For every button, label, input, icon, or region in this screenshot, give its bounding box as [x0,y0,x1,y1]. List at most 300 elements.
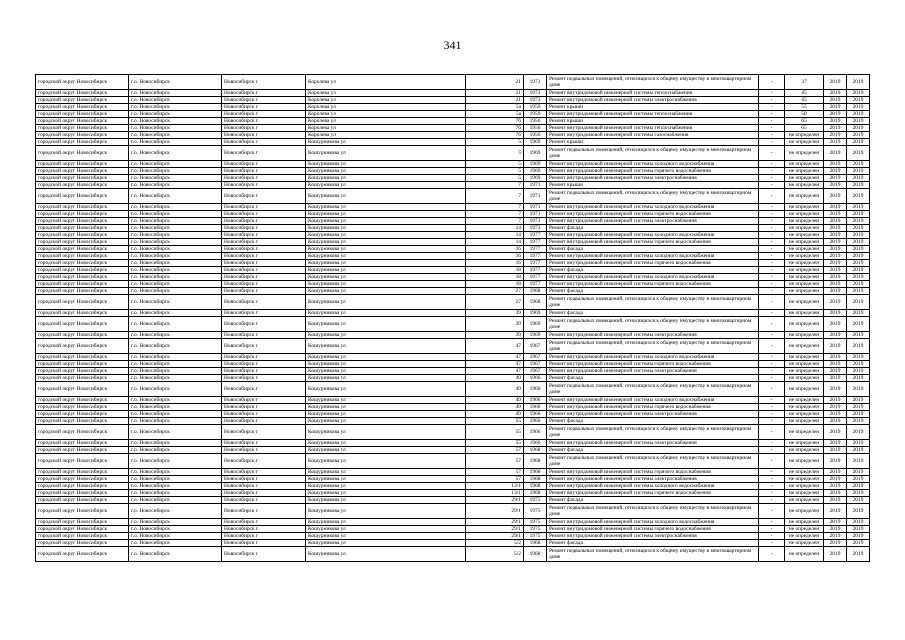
end-year-cell: 2019 [847,476,870,483]
build-year-cell: 1977 [524,260,547,267]
city-cell: Новосибирск г [222,476,306,483]
city-cell: Новосибирск г [222,339,306,354]
municipality-cell: городской округ Новосибирск [36,418,129,425]
house-number-cell: 49 [466,411,524,418]
street-cell: Кошурникова ул [306,246,466,253]
settlement-cell: г.о. Новосибирск [129,411,222,418]
house-number-cell: 49 [466,382,524,397]
end-year-cell: 2019 [847,175,870,182]
settlement-cell: г.о. Новосибирск [129,111,222,118]
value-cell: 50 [785,111,824,118]
house-number-cell: 18 [466,267,524,274]
dash-cell: - [759,375,785,382]
table-row [36,182,870,189]
house-number-cell: 29/1 [466,497,524,504]
build-year-cell: 1966 [524,397,547,404]
municipality-cell: городской округ Новосибирск [36,288,129,295]
settlement-cell: г.о. Новосибирск [129,168,222,175]
street-cell: Кошурникова ул [306,317,466,332]
start-year-cell: 2019 [824,397,847,404]
end-year-cell: 2019 [847,425,870,440]
municipality-cell: городской округ Новосибирск [36,189,129,204]
build-year-cell: 1968 [524,547,547,562]
table-row [36,354,870,361]
table-row [36,361,870,368]
city-cell: Новосибирск г [222,274,306,281]
table-row [36,469,870,476]
start-year-cell: 2019 [824,476,847,483]
city-cell: Новосибирск г [222,361,306,368]
table-row [36,132,870,139]
street-cell: Кошурникова ул [306,533,466,540]
end-year-cell: 2019 [847,146,870,161]
build-year-cell: 1966 [524,425,547,440]
work-description-cell: Ремонт подвальных помещений, относящихся к общему имуществу в многоквартирном доме [547,382,759,397]
city-cell: Новосибирск г [222,132,306,139]
settlement-cell: г.о. Новосибирск [129,375,222,382]
settlement-cell: г.о. Новосибирск [129,483,222,490]
end-year-cell: 2019 [847,281,870,288]
dash-cell: - [759,425,785,440]
value-cell: не определен [785,281,824,288]
city-cell: Новосибирск г [222,454,306,469]
city-cell: Новосибирск г [222,175,306,182]
street-cell: Кошурникова ул [306,232,466,239]
house-number-cell: 27 [466,288,524,295]
settlement-cell: г.о. Новосибирск [129,189,222,204]
build-year-cell: 1975 [524,504,547,519]
end-year-cell: 2019 [847,519,870,526]
table-row [36,526,870,533]
street-cell: Кошурникова ул [306,404,466,411]
table-row [36,267,870,274]
house-number-cell: 5 [466,168,524,175]
street-cell: Кошурникова ул [306,260,466,267]
street-cell: Кошурникова ул [306,225,466,232]
work-description-cell: Ремонт внутридомовой инженерной системы электроснабжения [547,440,759,447]
settlement-cell: г.о. Новосибирск [129,504,222,519]
build-year-cell: 1967 [524,354,547,361]
work-description-cell: Ремонт внутридомовой инженерной системы электроснабжения [547,97,759,104]
start-year-cell: 2019 [824,295,847,310]
city-cell: Новосибирск г [222,246,306,253]
dash-cell: - [759,118,785,125]
house-number-cell: 29/1 [466,519,524,526]
settlement-cell: г.о. Новосибирск [129,547,222,562]
table-row [36,497,870,504]
municipality-cell: городской округ Новосибирск [36,246,129,253]
house-number-cell: 14 [466,239,524,246]
city-cell: Новосибирск г [222,310,306,317]
dash-cell: - [759,295,785,310]
start-year-cell: 2019 [824,375,847,382]
settlement-cell: г.о. Новосибирск [129,211,222,218]
dash-cell: - [759,97,785,104]
end-year-cell: 2019 [847,168,870,175]
settlement-cell: г.о. Новосибирск [129,75,222,90]
start-year-cell: 2019 [824,454,847,469]
work-description-cell: Ремонт внутридомовой инженерной системы горячего водоснабжения [547,469,759,476]
house-number-cell: 7 [466,204,524,211]
value-cell: не определен [785,161,824,168]
table-row [36,225,870,232]
street-cell: Кошурникова ул [306,361,466,368]
city-cell: Новосибирск г [222,218,306,225]
start-year-cell: 2019 [824,239,847,246]
work-description-cell: Ремонт внутридомовой инженерной системы горячего водоснабжения [547,260,759,267]
build-year-cell: 1959 [524,104,547,111]
work-description-cell: Ремонт внутридомовой инженерной системы горячего водоснабжения [547,168,759,175]
build-year-cell: 1975 [524,497,547,504]
work-description-cell: Ремонт подвальных помещений, относящихся к общему имуществу в многоквартирном доме [547,189,759,204]
build-year-cell: 1968 [524,483,547,490]
build-year-cell: 1968 [524,540,547,547]
house-number-cell: 47 [466,354,524,361]
city-cell: Новосибирск г [222,104,306,111]
value-cell: не определен [785,447,824,454]
municipality-cell: городской округ Новосибирск [36,139,129,146]
house-number-cell: 21 [466,90,524,97]
municipality-cell: городской округ Новосибирск [36,317,129,332]
city-cell: Новосибирск г [222,295,306,310]
start-year-cell: 2019 [824,354,847,361]
end-year-cell: 2019 [847,182,870,189]
settlement-cell: г.о. Новосибирск [129,274,222,281]
work-description-cell: Ремонт крыши [547,118,759,125]
street-cell: Королева ул [306,132,466,139]
street-cell: Кошурникова ул [306,397,466,404]
house-number-cell: 55 [466,418,524,425]
city-cell: Новосибирск г [222,139,306,146]
work-description-cell: Ремонт подвальных помещений, относящихся к общему имуществу в многоквартирном доме [547,425,759,440]
start-year-cell: 2019 [824,125,847,132]
house-number-cell: 7 [466,218,524,225]
work-description-cell: Ремонт внутридомовой инженерной системы холодного водоснабжения [547,397,759,404]
house-number-cell: 21 [466,97,524,104]
work-description-cell: Ремонт подвальных помещений, относящихся к общему имуществу в многоквартирном доме [547,75,759,90]
end-year-cell: 2019 [847,411,870,418]
city-cell: Новосибирск г [222,97,306,104]
work-description-cell: Ремонт подвальных помещений, относящихся к общему имуществу в многоквартирном доме [547,146,759,161]
house-number-cell: 13/1 [466,490,524,497]
value-cell: не определен [785,361,824,368]
dash-cell: - [759,132,785,139]
work-description-cell: Ремонт фасада [547,310,759,317]
work-description-cell: Ремонт внутридомовой инженерной системы горячего водоснабжения [547,361,759,368]
build-year-cell: 1956 [524,132,547,139]
settlement-cell: г.о. Новосибирск [129,533,222,540]
street-cell: Кошурникова ул [306,354,466,361]
end-year-cell: 2019 [847,332,870,339]
settlement-cell: г.о. Новосибирск [129,175,222,182]
work-description-cell: Ремонт внутридомовой инженерной системы электроснабжения [547,533,759,540]
build-year-cell: 1959 [524,111,547,118]
house-number-cell: 7 [466,182,524,189]
start-year-cell: 2019 [824,547,847,562]
work-description-cell: Ремонт фасада [547,225,759,232]
municipality-cell: городской округ Новосибирск [36,274,129,281]
work-description-cell: Ремонт внутридомовой инженерной системы газоснабжения [547,132,759,139]
city-cell: Новосибирск г [222,533,306,540]
build-year-cell: 1977 [524,239,547,246]
end-year-cell: 2019 [847,232,870,239]
value-cell: не определен [785,274,824,281]
municipality-cell: городской округ Новосибирск [36,168,129,175]
table-row [36,139,870,146]
settlement-cell: г.о. Новосибирск [129,540,222,547]
dash-cell: - [759,182,785,189]
table-row [36,253,870,260]
house-number-cell: 29/1 [466,526,524,533]
settlement-cell: г.о. Новосибирск [129,295,222,310]
settlement-cell: г.о. Новосибирск [129,397,222,404]
city-cell: Новосибирск г [222,490,306,497]
municipality-cell: городской округ Новосибирск [36,239,129,246]
build-year-cell: 1973 [524,97,547,104]
house-number-cell: 29/1 [466,533,524,540]
work-description-cell: Ремонт крыши [547,139,759,146]
house-number-cell: 5/2 [466,540,524,547]
house-number-cell: 27 [466,295,524,310]
street-cell: Кошурникова ул [306,469,466,476]
end-year-cell: 2019 [847,361,870,368]
city-cell: Новосибирск г [222,469,306,476]
work-description-cell: Ремонт внутридомовой инженерной системы электроснабжения [547,218,759,225]
street-cell: Кошурникова ул [306,447,466,454]
end-year-cell: 2019 [847,368,870,375]
build-year-cell: 1977 [524,281,547,288]
house-number-cell: 49 [466,375,524,382]
work-description-cell: Ремонт подвальных помещений, относящихся к общему имуществу в многоквартирном доме [547,317,759,332]
dash-cell: - [759,246,785,253]
work-description-cell: Ремонт фасада [547,418,759,425]
build-year-cell: 1967 [524,361,547,368]
work-description-cell: Ремонт внутридомовой инженерной системы холодного водоснабжения [547,274,759,281]
street-cell: Кошурникова ул [306,519,466,526]
city-cell: Новосибирск г [222,146,306,161]
build-year-cell: 1966 [524,382,547,397]
work-description-cell: Ремонт внутридомовой инженерной системы электроснабжения [547,368,759,375]
street-cell: Королева ул [306,97,466,104]
start-year-cell: 2019 [824,469,847,476]
end-year-cell: 2019 [847,267,870,274]
dash-cell: - [759,267,785,274]
municipality-cell: городской округ Новосибирск [36,425,129,440]
house-number-cell: 47 [466,339,524,354]
street-cell: Кошурникова ул [306,239,466,246]
start-year-cell: 2019 [824,260,847,267]
street-cell: Королева ул [306,75,466,90]
value-cell: не определен [785,440,824,447]
table-row [36,211,870,218]
dash-cell: - [759,547,785,562]
build-year-cell: 1977 [524,232,547,239]
settlement-cell: г.о. Новосибирск [129,476,222,483]
table-row [36,418,870,425]
end-year-cell: 2019 [847,75,870,90]
city-cell: Новосибирск г [222,211,306,218]
city-cell: Новосибирск г [222,225,306,232]
table-row [36,104,870,111]
municipality-cell: городской округ Новосибирск [36,211,129,218]
street-cell: Кошурникова ул [306,211,466,218]
city-cell: Новосибирск г [222,375,306,382]
end-year-cell: 2019 [847,504,870,519]
city-cell: Новосибирск г [222,168,306,175]
municipality-cell: городской округ Новосибирск [36,454,129,469]
value-cell: не определен [785,168,824,175]
municipality-cell: городской округ Новосибирск [36,260,129,267]
build-year-cell: 1968 [524,288,547,295]
settlement-cell: г.о. Новосибирск [129,361,222,368]
start-year-cell: 2019 [824,519,847,526]
value-cell: не определен [785,454,824,469]
city-cell: Новосибирск г [222,288,306,295]
repair-registry-table [35,74,870,562]
street-cell: Кошурникова ул [306,204,466,211]
value-cell: не определен [785,232,824,239]
dash-cell: - [759,447,785,454]
end-year-cell: 2019 [847,218,870,225]
city-cell: Новосибирск г [222,253,306,260]
municipality-cell: городской округ Новосибирск [36,540,129,547]
dash-cell: - [759,274,785,281]
table-row [36,310,870,317]
municipality-cell: городской округ Новосибирск [36,339,129,354]
value-cell: не определен [785,375,824,382]
start-year-cell: 2019 [824,218,847,225]
settlement-cell: г.о. Новосибирск [129,497,222,504]
dash-cell: - [759,519,785,526]
street-cell: Кошурникова ул [306,189,466,204]
dash-cell: - [759,90,785,97]
city-cell: Новосибирск г [222,239,306,246]
house-number-cell: 55 [466,425,524,440]
settlement-cell: г.о. Новосибирск [129,267,222,274]
street-cell: Кошурникова ул [306,504,466,519]
table-row [36,90,870,97]
house-number-cell: 13/1 [466,483,524,490]
dash-cell: - [759,540,785,547]
table-row [36,175,870,182]
build-year-cell: 1967 [524,339,547,354]
value-cell: 37 [785,75,824,90]
start-year-cell: 2019 [824,132,847,139]
municipality-cell: городской округ Новосибирск [36,533,129,540]
house-number-cell: 14 [466,225,524,232]
settlement-cell: г.о. Новосибирск [129,146,222,161]
street-cell: Королева ул [306,111,466,118]
house-number-cell: 5 [466,175,524,182]
build-year-cell: 1969 [524,139,547,146]
dash-cell: - [759,139,785,146]
value-cell: не определен [785,310,824,317]
value-cell: не определен [785,425,824,440]
build-year-cell: 1975 [524,526,547,533]
settlement-cell: г.о. Новосибирск [129,339,222,354]
dash-cell: - [759,288,785,295]
end-year-cell: 2019 [847,274,870,281]
settlement-cell: г.о. Новосибирск [129,288,222,295]
table-row [36,454,870,469]
start-year-cell: 2019 [824,97,847,104]
house-number-cell: 39 [466,317,524,332]
end-year-cell: 2019 [847,447,870,454]
municipality-cell: городской округ Новосибирск [36,547,129,562]
start-year-cell: 2019 [824,175,847,182]
street-cell: Кошурникова ул [306,547,466,562]
settlement-cell: г.о. Новосибирск [129,310,222,317]
value-cell: не определен [785,253,824,260]
settlement-cell: г.о. Новосибирск [129,332,222,339]
start-year-cell: 2019 [824,139,847,146]
value-cell: не определен [785,404,824,411]
value-cell: не определен [785,189,824,204]
build-year-cell: 1975 [524,533,547,540]
city-cell: Новосибирск г [222,90,306,97]
start-year-cell: 2019 [824,418,847,425]
start-year-cell: 2019 [824,361,847,368]
end-year-cell: 2019 [847,469,870,476]
dash-cell: - [759,418,785,425]
work-description-cell: Ремонт внутридомовой инженерной системы теплоснабжения [547,111,759,118]
work-description-cell: Ремонт внутридомовой инженерной системы холодного водоснабжения [547,519,759,526]
value-cell: не определен [785,225,824,232]
dash-cell: - [759,440,785,447]
house-number-cell: 49 [466,404,524,411]
table-row [36,519,870,526]
value-cell: не определен [785,204,824,211]
house-number-cell: 5а [466,111,524,118]
build-year-cell: 1977 [524,274,547,281]
end-year-cell: 2019 [847,189,870,204]
dash-cell: - [759,361,785,368]
dash-cell: - [759,368,785,375]
start-year-cell: 2019 [824,274,847,281]
street-cell: Кошурникова ул [306,483,466,490]
street-cell: Кошурникова ул [306,310,466,317]
city-cell: Новосибирск г [222,519,306,526]
municipality-cell: городской округ Новосибирск [36,411,129,418]
street-cell: Кошурникова ул [306,281,466,288]
municipality-cell: городской округ Новосибирск [36,90,129,97]
dash-cell: - [759,146,785,161]
municipality-cell: городской округ Новосибирск [36,175,129,182]
table-row [36,274,870,281]
table-row [36,260,870,267]
dash-cell: - [759,239,785,246]
street-cell: Кошурникова ул [306,440,466,447]
work-description-cell: Ремонт подвальных помещений, относящихся к общему имуществу в многоквартирном доме [547,295,759,310]
house-number-cell: 7б [466,118,524,125]
municipality-cell: городской округ Новосибирск [36,267,129,274]
street-cell: Кошурникова ул [306,332,466,339]
dash-cell: - [759,175,785,182]
dash-cell: - [759,454,785,469]
city-cell: Новосибирск г [222,425,306,440]
value-cell: 45 [785,90,824,97]
city-cell: Новосибирск г [222,260,306,267]
street-cell: Кошурникова ул [306,274,466,281]
start-year-cell: 2019 [824,253,847,260]
build-year-cell: 1969 [524,175,547,182]
work-description-cell: Ремонт внутридомовой инженерной системы горячего водоснабжения [547,281,759,288]
municipality-cell: городской округ Новосибирск [36,375,129,382]
house-number-cell: 47 [466,368,524,375]
start-year-cell: 2019 [824,211,847,218]
value-cell: не определен [785,483,824,490]
dash-cell: - [759,260,785,267]
